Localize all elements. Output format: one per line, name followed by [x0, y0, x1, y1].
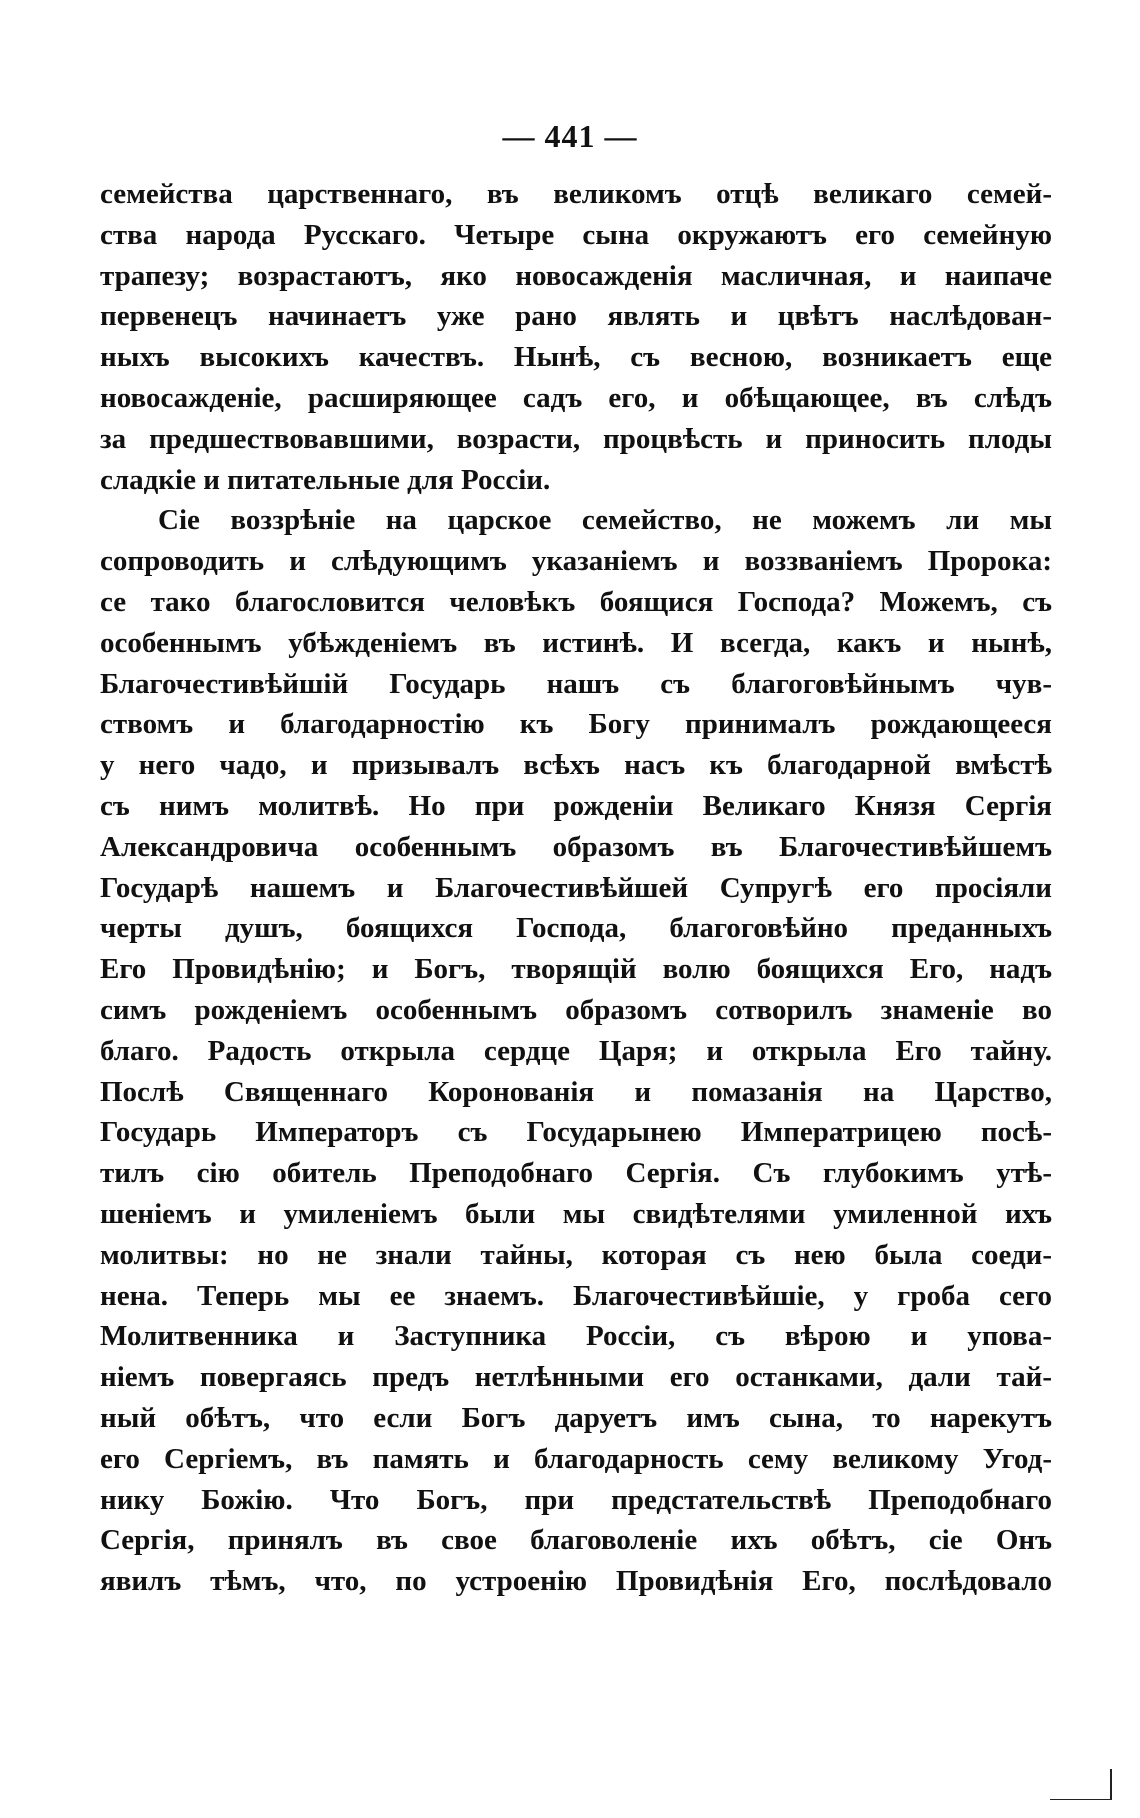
text-line: ныхъ высокихъ качествъ. Нынѣ, съ весною, возникаетъ еще [100, 341, 1052, 374]
text-line: Сергія, принялъ въ свое благоволеніе ихъ обѣтъ, сіе Онъ [100, 1524, 1052, 1557]
text-line: нику Божію. Что Богъ, при предстательствѣ Преподобнаго [100, 1483, 1052, 1516]
text-line: Послѣ Священнаго Коронованія и помазанія на Царство, [100, 1075, 1052, 1108]
text-line: трапезу; возрастаютъ, яко новосажденія масличная, и наипаче [100, 259, 1052, 292]
text-line: его Сергіемъ, въ память и благодарность сему великому Угод- [100, 1442, 1052, 1475]
text-line: благо. Радость открыла сердце Царя; и открыла Его тайну. [100, 1034, 1052, 1067]
text-line: сладкіе и питательные для Россіи. [100, 463, 551, 496]
text-line: се тако благословится человѣкъ боящися Господа? Можемъ, съ [100, 585, 1052, 618]
text-line: симъ рожденіемъ особеннымъ образомъ сотворилъ знаменіе во [100, 993, 1052, 1026]
text-line: ства народа Русскаго. Четыре сына окружаютъ его семейную [100, 218, 1052, 251]
body-text [100, 174, 1052, 1602]
text-line: ніемъ повергаясь предъ нетлѣнными его останками, дали тай- [100, 1361, 1052, 1394]
text-line: Государѣ нашемъ и Благочестивѣйшей Супругѣ его просіяли [100, 871, 1052, 904]
text-line: первенецъ начинаетъ уже рано являть и цвѣтъ наслѣдован- [100, 300, 1052, 333]
text-line: Александровича особеннымъ образомъ въ Благочестивѣйшемъ [100, 830, 1052, 863]
text-line: ный обѣтъ, что если Богъ даруетъ имъ сына, то нарекутъ [100, 1401, 1052, 1434]
text-line: тилъ сію обитель Преподобнаго Сергія. Съ глубокимъ утѣ- [100, 1157, 1052, 1190]
text-line: Государь Императоръ съ Государынею Императрицею посѣ- [100, 1116, 1052, 1149]
text-line: за предшествовавшими, возрасти, процвѣсть и приносить плоды [100, 422, 1052, 455]
text-line: черты душъ, боящихся Господа, благоговѣйно преданныхъ [100, 912, 1052, 945]
text-line: у него чадо, и призывалъ всѣхъ насъ къ благодарной вмѣстѣ [100, 749, 1052, 782]
text-line: ствомъ и благодарностію къ Богу принималъ рождающееся [100, 708, 1052, 741]
text-line: Сіе воззрѣніе на царское семейство, не можемъ ли мы [158, 504, 1052, 537]
text-line: съ нимъ молитвѣ. Но при рожденіи Великаго Князя Сергія [100, 789, 1052, 822]
text-line: особеннымъ убѣжденіемъ въ истинѣ. И всегда, какъ и нынѣ, [100, 626, 1052, 659]
page-number: — 441 — [502, 118, 638, 154]
text-line: сопроводить и слѣдующимъ указаніемъ и воззваніемъ Пророка: [100, 545, 1052, 578]
text-line: Его Провидѣнію; и Богъ, творящій волю боящихся Его, надъ [100, 953, 1052, 986]
text-line: Благочестивѣйшій Государь нашъ съ благоговѣйнымъ чув- [100, 667, 1052, 700]
text-line: нена. Теперь мы ее знаемъ. Благочестивѣйшіе, у гроба сего [100, 1279, 1052, 1312]
text-line: шеніемъ и умиленіемъ были мы свидѣтелями умиленной ихъ [100, 1197, 1052, 1230]
scan-corner-mark [1050, 1769, 1112, 1800]
text-line: семейства царственнаго, въ великомъ отцѣ великаго семей- [100, 178, 1052, 210]
text-line: новосажденіе, расширяющее садъ его, и обѣщающее, въ слѣдъ [100, 381, 1052, 414]
text-line: явилъ тѣмъ, что, по устроенію Провидѣнія Его, послѣдовало [100, 1565, 1052, 1598]
text-line: Молитвенника и Заступника Россіи, съ вѣрою и упова- [100, 1320, 1052, 1353]
text-line: молитвы: но не знали тайны, которая съ нею была соеди- [100, 1238, 1052, 1271]
